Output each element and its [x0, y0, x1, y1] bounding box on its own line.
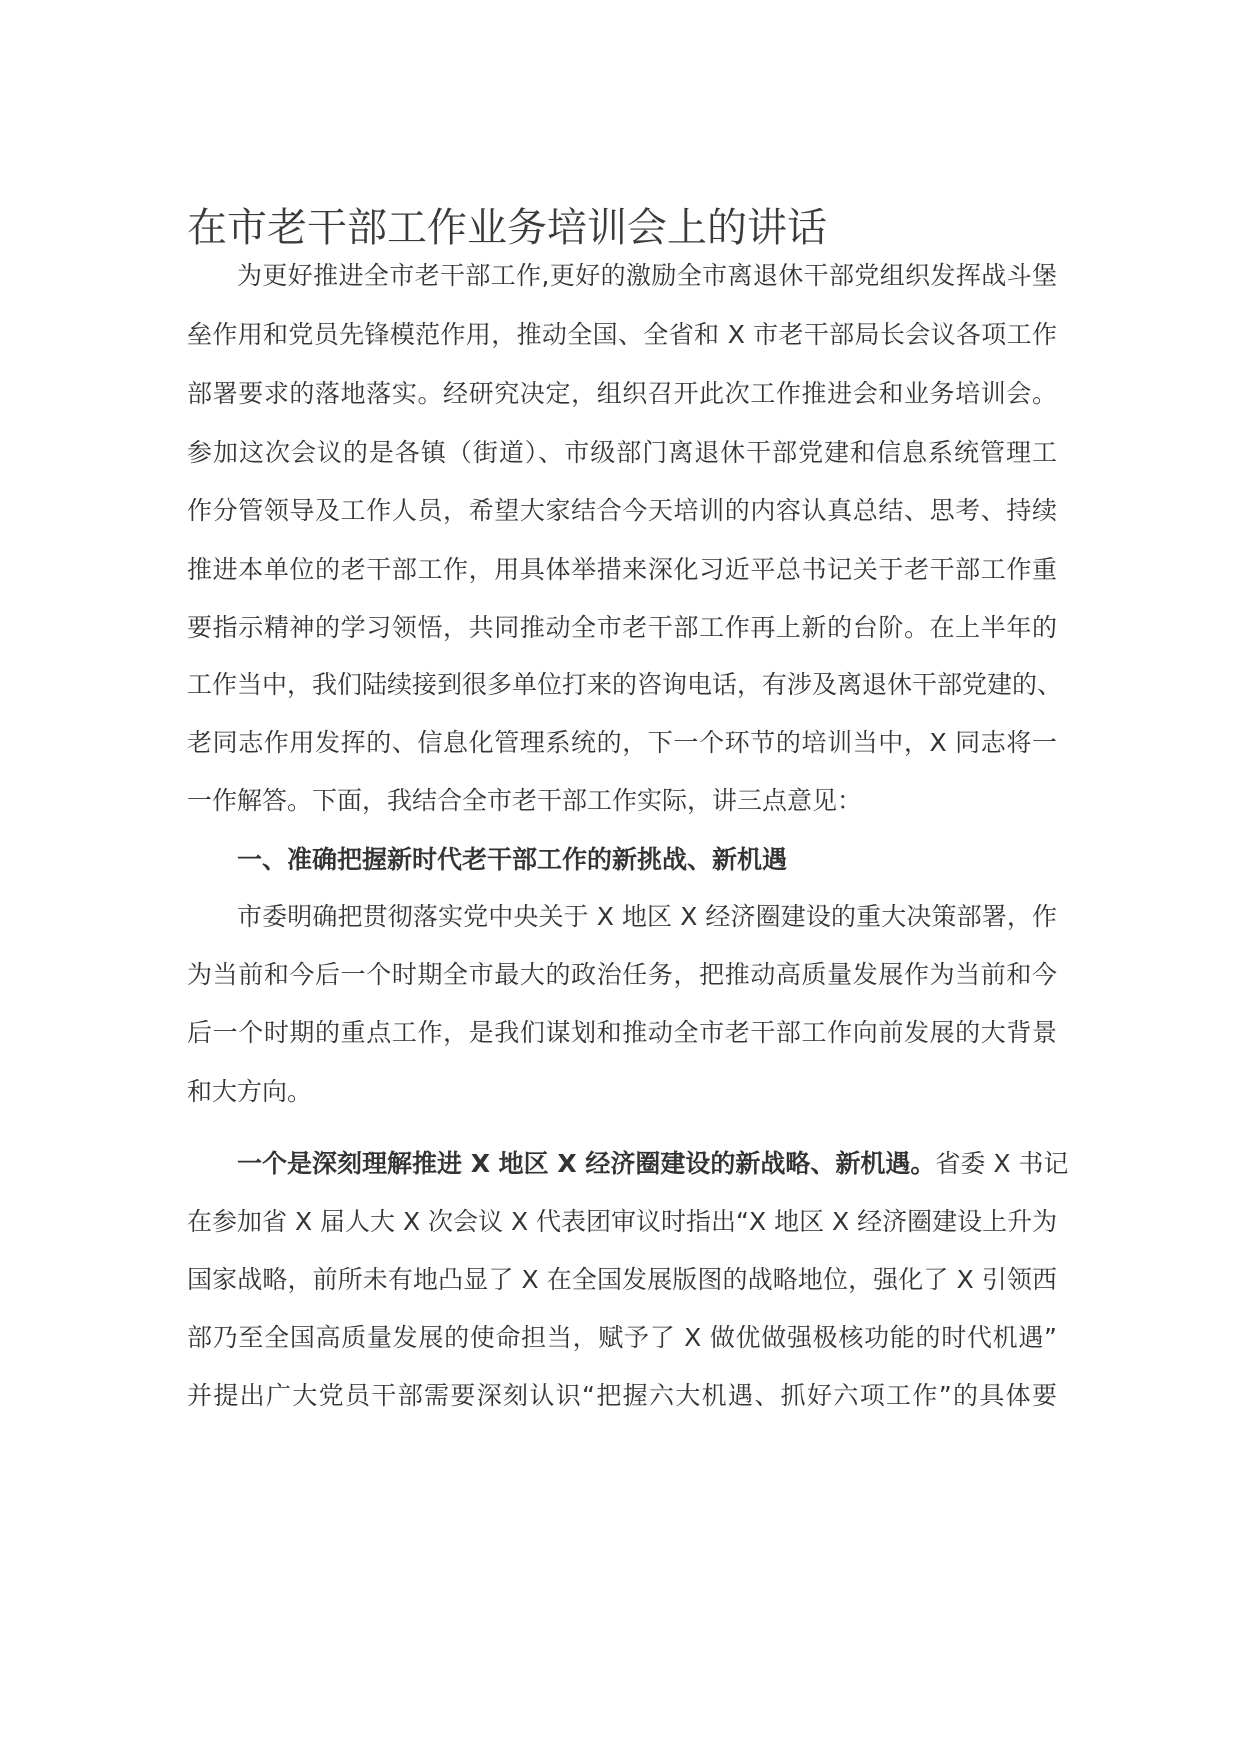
paragraph-line: 推进本单位的老干部工作，用具体举措来深化习近平总书记关于老干部工作重	[187, 555, 1057, 584]
paragraph-line: 后一个时期的重点工作，是我们谋划和推动全市老干部工作向前发展的大背景	[187, 1018, 1057, 1047]
paragraph-line: 和大方向。	[187, 1077, 313, 1106]
paragraph-line: 并提出广大党员干部需要深刻认识“把握六大机遇、抓好六项工作”的具体要	[187, 1381, 1057, 1410]
paragraph-line: 垒作用和党员先锋模范作用，推动全国、全省和 X 市老干部局长会议各项工作	[187, 320, 1057, 349]
inline-text: 省委 X 书记	[935, 1149, 1069, 1178]
paragraph-line: 市委明确把贯彻落实党中央关于 X 地区 X 经济圈建设的重大决策部署，作	[237, 902, 1057, 931]
inline-bold-phrase: 一个是深刻理解推进 X 地区 X 经济圈建设的新战略、新机遇。	[237, 1149, 936, 1178]
paragraph-line: 部乃至全国高质量发展的使命担当，赋予了 X 做优做强极核功能的时代机遇”	[187, 1323, 1057, 1352]
paragraph-line: 为更好推进全市老干部工作,更好的激励全市离退休干部党组织发挥战斗堡	[237, 261, 1057, 290]
section-heading: 一、准确把握新时代老干部工作的新挑战、新机遇	[237, 845, 788, 874]
paragraph-line: 老同志作用发挥的、信息化管理系统的，下一个环节的培训当中，X 同志将一	[187, 728, 1057, 757]
paragraph-line: 国家战略，前所未有地凸显了 X 在全国发展版图的战略地位，强化了 X 引领西	[187, 1265, 1057, 1294]
paragraph-line: 要指示精神的学习领悟，共同推动全市老干部工作再上新的台阶。在上半年的	[187, 613, 1057, 642]
paragraph-line: 为当前和今后一个时期全市最大的政治任务，把推动高质量发展作为当前和今	[187, 960, 1057, 989]
paragraph-line: 部署要求的落地落实。经研究决定，组织召开此次工作推进会和业务培训会。	[187, 379, 1057, 408]
paragraph-line-mixed	[237, 1147, 1069, 1181]
paragraph-line: 工作当中，我们陆续接到很多单位打来的咨询电话，有涉及离退休干部党建的、	[187, 670, 1063, 699]
paragraph-line: 一作解答。下面，我结合全市老干部工作实际，讲三点意见：	[187, 786, 863, 815]
paragraph-line: 参加这次会议的是各镇（街道）、市级部门离退休干部党建和信息系统管理工	[187, 438, 1057, 467]
paragraph-line: 作分管领导及工作人员，希望大家结合今天培训的内容认真总结、思考、持续	[187, 496, 1057, 525]
paragraph-line: 在参加省 X 届人大 X 次会议 X 代表团审议时指出“X 地区 X 经济圈建设上升为	[187, 1207, 1058, 1236]
document-title: 在市老干部工作业务培训会上的讲话	[187, 205, 827, 251]
